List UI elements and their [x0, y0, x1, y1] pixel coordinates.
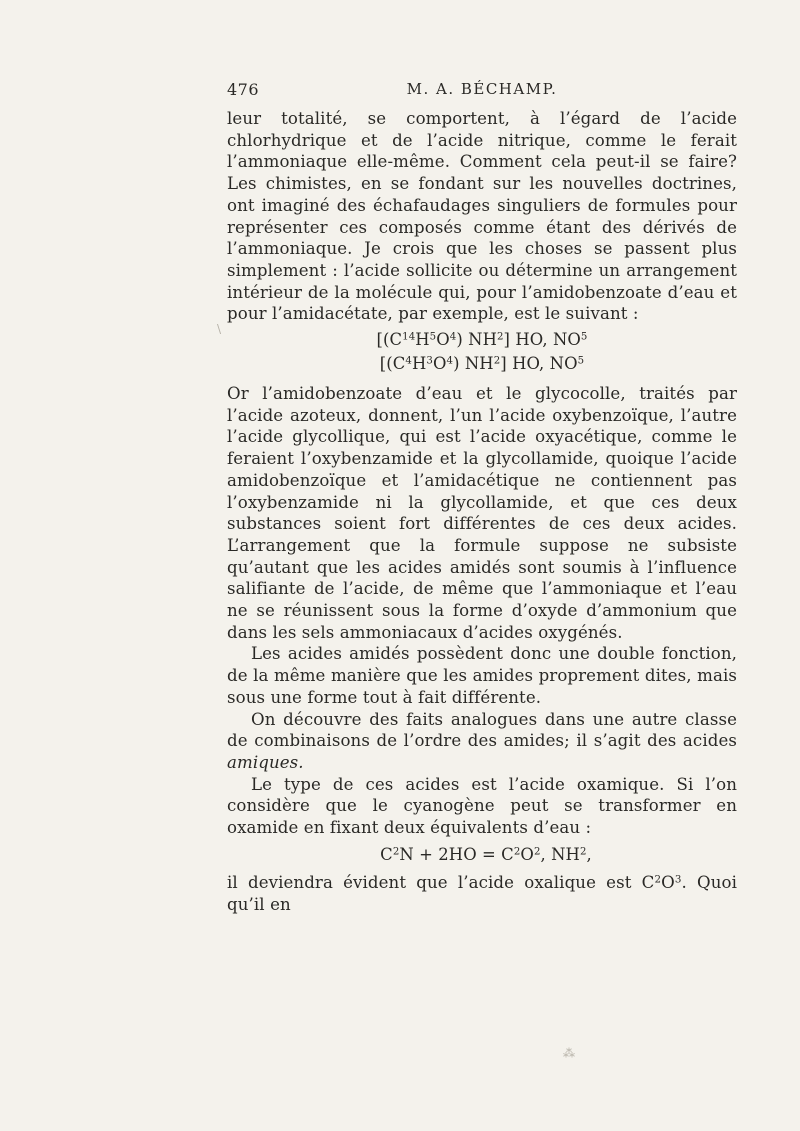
- paragraph-6: il deviendra évident que l’acide oxalique est $C^2O^3$. Quoi qu’il en: [227, 872, 737, 914]
- margin-mark: ⁂: [563, 1046, 575, 1060]
- paragraph-3: Les acides amidés possèdent donc une double fonction, de la même manière que les amides proprement dites, mais sous une forme tout à fait différente.: [227, 644, 737, 707]
- paragraph-5: Le type de ces acides est l’acide oxamique. Si l’on considère que le cyanogène peut se transformer en oxamide en fixant deux équivalents d’eau :: [227, 774, 737, 838]
- margin-mark: \: [217, 322, 222, 336]
- emphasis-amiques: amiques.: [227, 752, 304, 772]
- page-number: 476: [227, 80, 260, 99]
- formula-amidacetate: [$(C^4H^3O^4)$ $NH^2$] HO, $NO^5$: [379, 354, 585, 374]
- running-head: M. A. BÉCHAMP.: [406, 80, 558, 98]
- formula-cyanogene: $C^2N + 2HO = C^2O^2$, $NH^2$,: [380, 844, 592, 864]
- paragraph-1: leur totalité, se comportent, à l’égard de l’acide chlorhydrique et de l’acide nitrique, comme le ferait l’ammoniaque elle-même. Comment cela peut-il se faire? Les chimistes, en se fondant sur les nouvelles doctrines, ont imaginé des échafaudages singuliers de formules pour représenter ces composés comme étant des dérivés de l’ammoniaque. Je crois que les choses se passent plus simplement : l’acide sollicite ou détermine un arrangement intérieur de la molécule qui, pour l’amidobenzoate d’eau et pour l’amidacétate, par exemple, est le suivant :: [227, 109, 737, 324]
- formula-amidobenzoate: [$(C^{14}H^5O^4)$ $NH^2$] HO, $NO^5$: [376, 330, 588, 350]
- page-header: [227, 80, 737, 106]
- body-text: [227, 108, 737, 915]
- paragraph-2: Or l’amidobenzoate d’eau et le glycocolle, traités par l’acide azoteux, donnent, l’un l’acide oxybenzoïque, l’autre l’acide glycollique, qui est l’acide oxyacétique, comme le feraient l’oxybenzamide et la glycollamide, quoique l’acide amidobenzoïque et l’amidacétique ne contiennent pas l’oxybenzamide ni la glycollamide, et que ces deux substances soient fort différentes de ces deux acides. L’arrangement que la formule suppose ne subsiste qu’autant que les acides amidés sont soumis à l’influence salifiante de l’acide, de même que l’ammoniaque et l’eau ne se réunissent sous la forme d’oxyde d’ammonium que dans les sels ammoniacaux d’acides oxygénés.: [227, 384, 737, 642]
- paragraph-4: On découvre des faits analogues dans une autre classe de combinaisons de l’ordre des amides; il s’agit des acides amiques.: [227, 709, 737, 772]
